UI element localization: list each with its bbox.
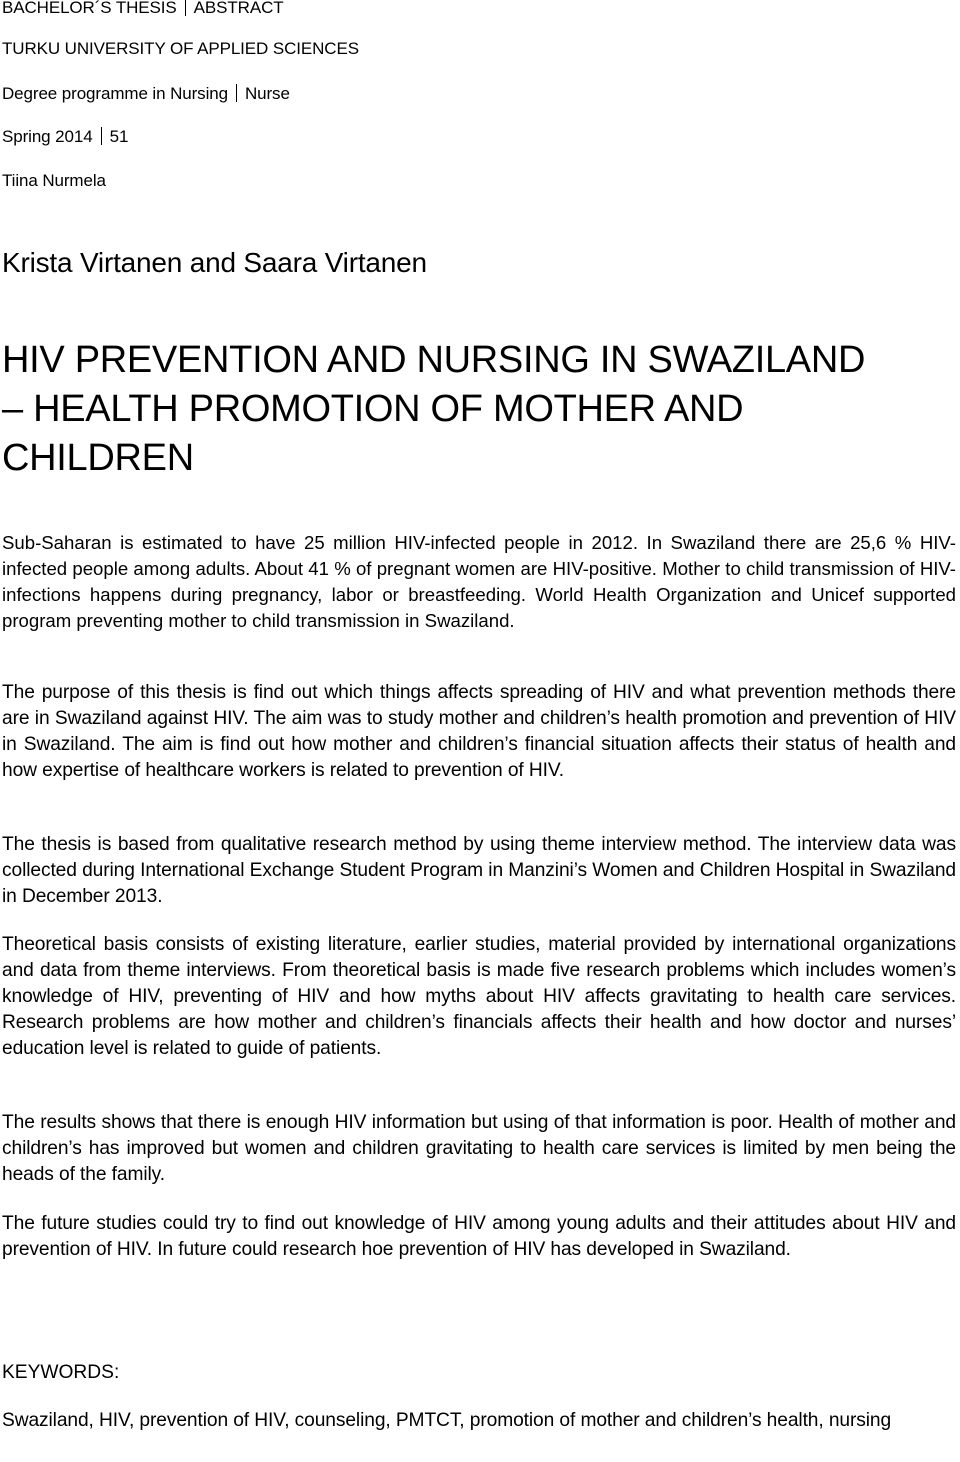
separator xyxy=(101,127,102,145)
separator xyxy=(185,0,186,16)
title-line-2: – HEALTH PROMOTION OF MOTHER AND xyxy=(2,388,744,430)
thesis-title xyxy=(2,336,952,483)
thesis-section: ABSTRACT xyxy=(193,0,284,17)
supervisor: Tiina Nurmela xyxy=(2,171,106,190)
title-line-3: CHILDREN xyxy=(2,437,194,479)
degree: Nurse xyxy=(244,84,290,103)
abstract-paragraph-3: The thesis is based from qualitative research method by using theme interview method. The interview data was collected during International Exchange Student Program in Manzini’s Women and Children Hospital in Swaziland in December 2013. xyxy=(2,834,956,907)
page-count: 51 xyxy=(109,127,129,146)
abstract-paragraph-1: Sub-Saharan is estimated to have 25 million HIV-infected people in 2012. In Swaziland there are 25,6 % HIV-infected people among adults. About 41 % of pregnant women are HIV-positive. Mother to child transmission of HIV-infections happens during pregnancy, labor or breastfeeding. World Health Organization and Unicef supported program preventing mother to child transmission in Swaziland. xyxy=(2,532,956,631)
abstract-paragraph-5: The results shows that there is enough HIV information but using of that information is poor. Health of mother and children’s has improved but women and children gravitating to health care services is limited by men being the heads of the family. xyxy=(2,1112,956,1185)
abstract-paragraph-6: The future studies could try to find out knowledge of HIV among young adults and their attitudes about HIV and prevention of HIV. In future could research hoe prevention of HIV has developed in Swaziland. xyxy=(2,1213,956,1260)
abstract-paragraph-4: Theoretical basis consists of existing literature, earlier studies, material provided by international organizations and data from theme interviews. From theoretical basis is made five research problems which includes women’s knowledge of HIV, preventing of HIV and how myths about HIV affects gravitating to health care services. Research problems are how mother and children’s financials affects their health and how doctor and nurses’ education level is related to guide of patients. xyxy=(2,934,956,1059)
authors: Krista Virtanen and Saara Virtanen xyxy=(2,247,427,278)
date-line xyxy=(2,127,128,147)
thesis-type: BACHELOR´S THESIS xyxy=(2,0,177,17)
university: TURKU UNIVERSITY OF APPLIED SCIENCES xyxy=(2,39,359,58)
title-line-1: HIV PREVENTION AND NURSING IN SWAZILAND xyxy=(2,339,866,381)
separator xyxy=(236,84,237,102)
thesis-type-line xyxy=(2,0,284,18)
abstract-paragraph-2: The purpose of this thesis is find out which things affects spreading of HIV and what prevention methods there are in Swaziland against HIV. The aim was to study mother and children’s health promotion and prevention of HIV in Swaziland. The aim is find out how mother and children’s financial situation affects their status of health and how expertise of healthcare workers is related to prevention of HIV. xyxy=(2,682,956,781)
keywords-label: KEYWORDS: xyxy=(2,1362,120,1383)
date: Spring 2014 xyxy=(2,127,93,146)
programme: Degree programme in Nursing xyxy=(2,84,228,103)
programme-line xyxy=(2,84,290,104)
keywords-list: Swaziland, HIV, prevention of HIV, counseling, PMTCT, promotion of mother and children’s health, nursing xyxy=(2,1410,892,1431)
